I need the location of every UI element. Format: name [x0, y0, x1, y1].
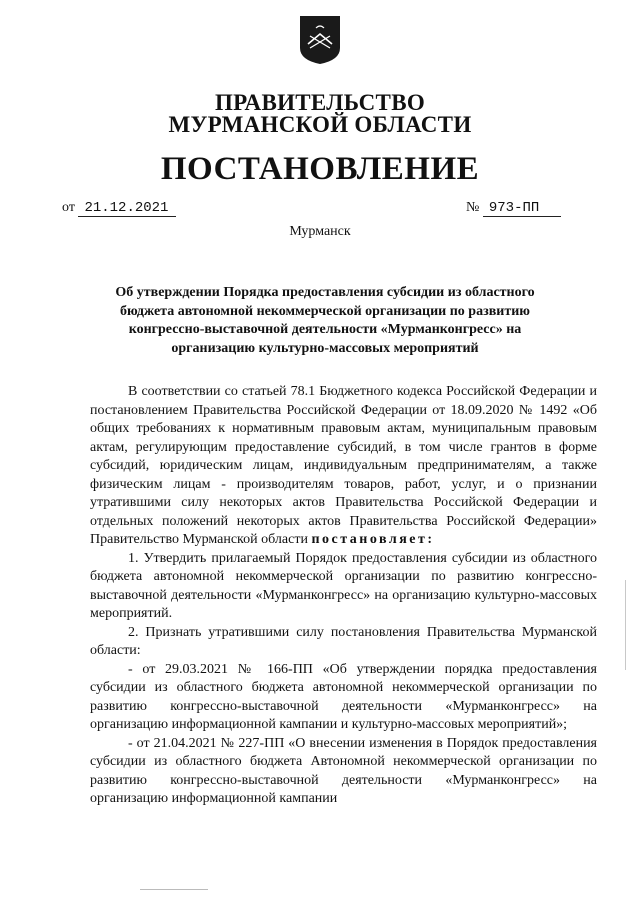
government-title-line2: МУРМАНСКОЙ ОБЛАСТИ: [168, 112, 472, 137]
number-value: 973-ПП: [483, 200, 561, 217]
date-value: 21.12.2021: [78, 200, 176, 217]
document-subject-title: Об утверждении Порядка предоставления субсидии из областного бюджета автономной некоммерческой организации по развитию конгрессно-выставочной деятельности «Мурманконгресс» на организацию культурно-массовых мероприятий: [115, 285, 535, 356]
preamble-text: В соответствии со статьей 78.1 Бюджетного кодекса Российской Федерации и постановлением Правительства Российской Федерации от 18.09.2020 № 1492 «Об общих требованиях к нормативным правовым актам, муниципальным правовым актам, регулирующим предоставление субсидий, в том числе грантов в форме субсидий, юридическим лицам, индивидуальным предпринимателям, а также физическим лицам - производителям товаров, работ, услуг, и о признании утратившими силу некоторых актов Правительства Российской Федерации и отдельных положений некоторых актов Правительства Российской Федерации» Правительство Мурманской области: [90, 384, 597, 547]
body-paragraph-1: 1. Утвердить прилагаемый Порядок предоставления субсидии из областного бюджета автономной некоммерческой организации по развитию конгрессно-выставочной деятельности «Мурманконгресс» на организацию культурно-массовых мероприятий.: [90, 550, 597, 621]
scan-edge-mark: [625, 580, 626, 670]
body-paragraph-4: - от 21.04.2021 № 227-ПП «О внесении изменения в Порядок предоставления субсидии из областного бюджета Автономной некоммерческой организации по развитию конгрессно-выставочной деятельности «Мурманконгресс» на организацию информационной кампании: [90, 735, 597, 806]
document-type-title: ПОСТАНОВЛЕНИЕ: [160, 151, 480, 187]
footer-line: [140, 889, 208, 890]
document-number: [466, 200, 561, 217]
document-date: [62, 200, 176, 217]
government-title-line1: ПРАВИТЕЛЬСТВО: [214, 90, 426, 115]
coat-of-arms-emblem-icon: [298, 14, 342, 66]
date-prefix: от: [62, 200, 75, 215]
number-prefix: №: [466, 200, 480, 215]
body-paragraph-3: - от 29.03.2021 № 166-ПП «Об утверждении порядка предоставления субсидии из областного бюджета автономной некоммерческой организации по развитию конгрессно-выставочной деятельности «Мурманконгресс» на организацию информационной кампании и культурно-массовых мероприятий»;: [90, 661, 597, 732]
document-body: [90, 383, 597, 809]
body-paragraph-preamble: [90, 383, 597, 550]
body-paragraph-2: 2. Признать утратившими силу постановления Правительства Мурманской области:: [90, 624, 597, 658]
resolution-keyword: постановляет:: [311, 532, 435, 547]
city-name: Мурманск: [289, 224, 351, 239]
